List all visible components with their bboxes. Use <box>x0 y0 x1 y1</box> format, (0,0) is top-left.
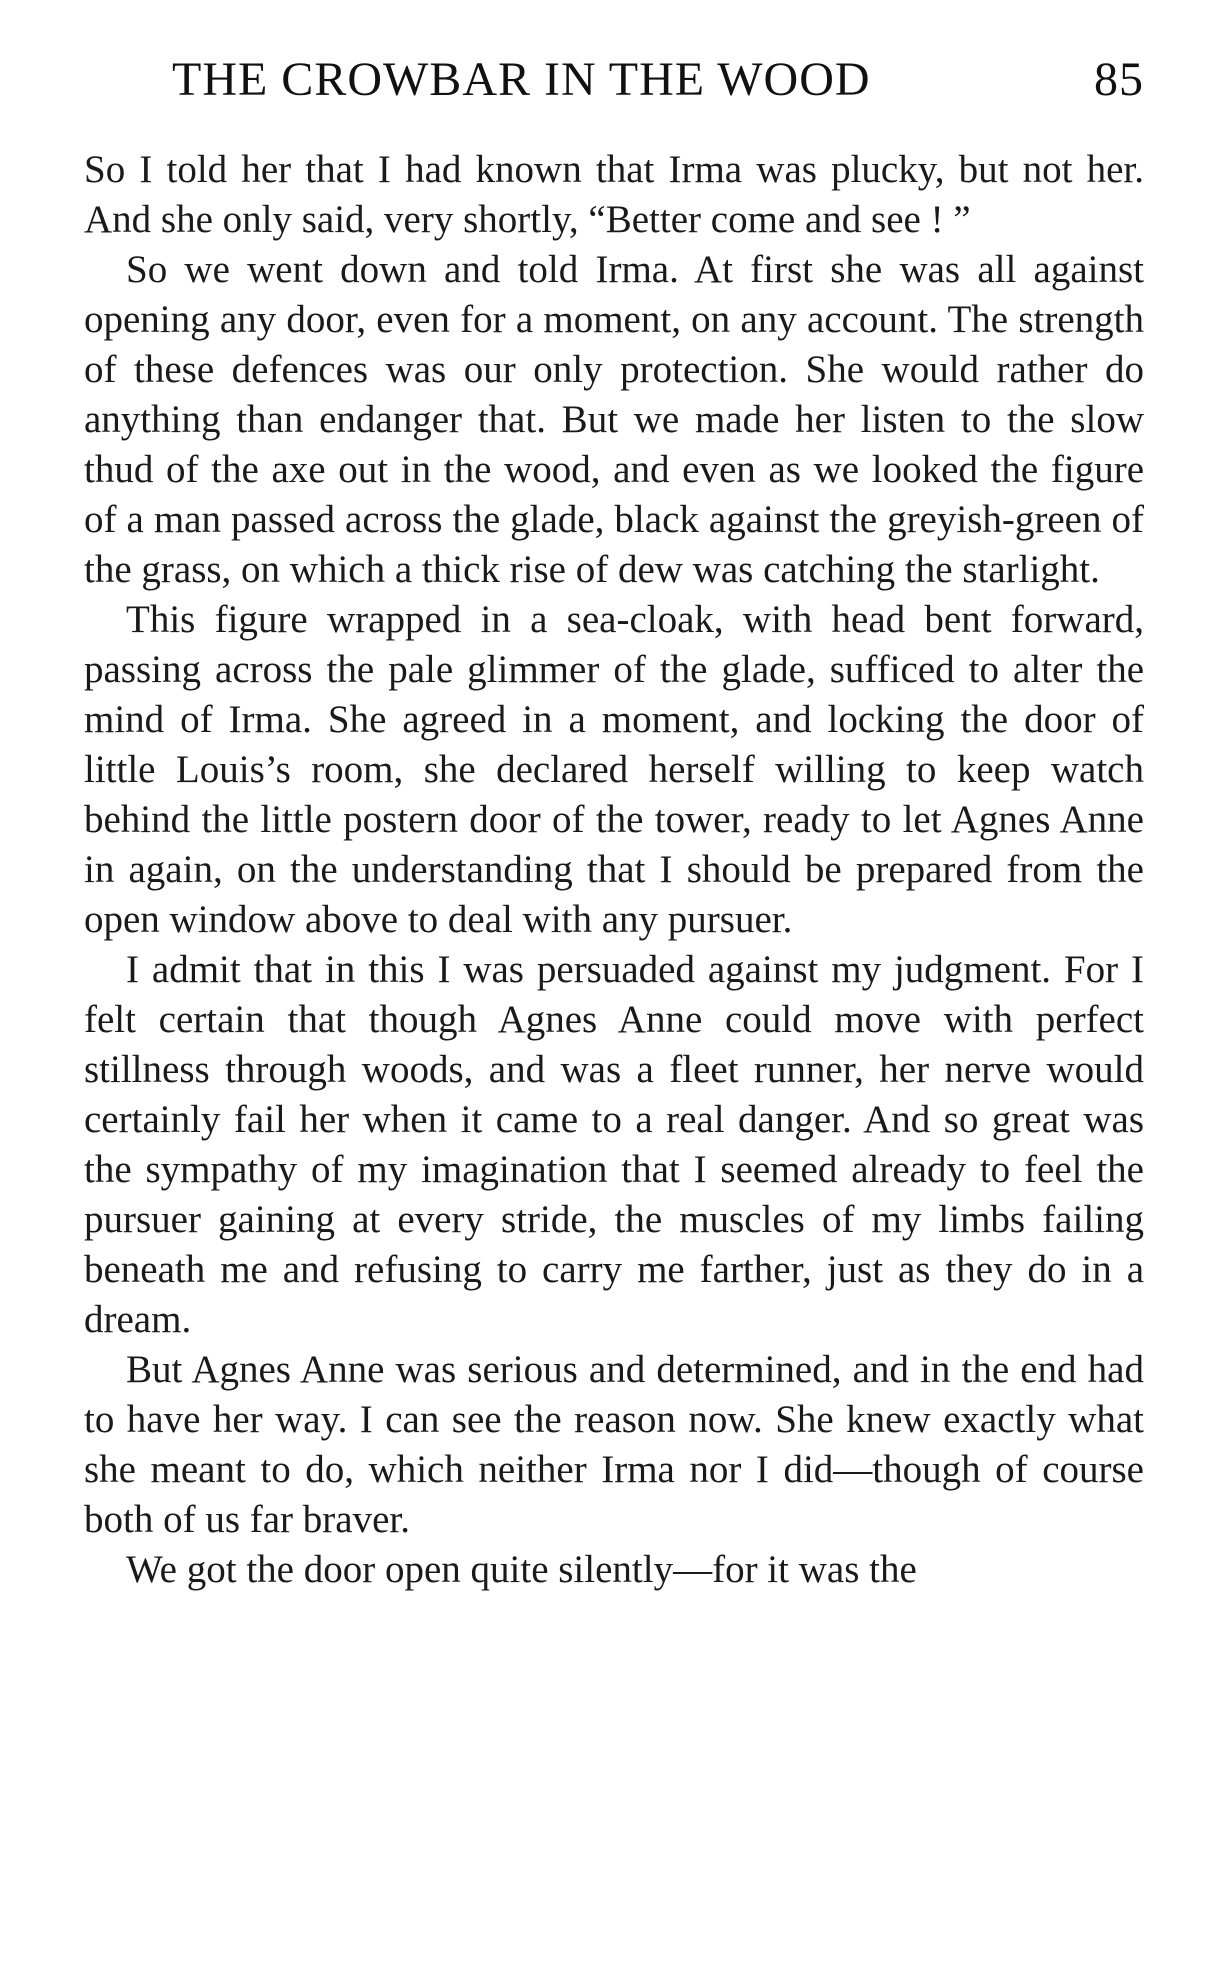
paragraph-1: So I told her that I had known that Irma was plucky, but not her. And she only said, very shortly, “Better come and see ! ” <box>84 148 1144 241</box>
paragraph-3: This figure wrapped in a sea-cloak, with head bent forward, passing across the pale glimmer of the glade, sufficed to alter the mind of Irma. She agreed in a moment, and locking the door of little Louis’s room, she declared herself willing to keep watch behind the little postern door of the tower, ready to let Agnes Anne in again, on the understanding that I should be prepared from the open window above to deal with any pursuer. <box>84 598 1144 941</box>
page-number: 85 <box>1094 53 1144 106</box>
chapter-title: THE CROWBAR IN THE WOOD <box>172 53 871 106</box>
paragraph-5: But Agnes Anne was serious and determined, and in the end had to have her way. I can see the reason now. She knew exactly what she meant to do, which neither Irma nor I did—though of course both of us far braver. <box>84 1348 1144 1541</box>
running-head <box>84 52 1144 112</box>
paragraph-6: We got the door open quite silently—for it was the <box>126 1548 917 1591</box>
body-text <box>84 145 1144 1595</box>
paragraph-2: So we went down and told Irma. At first she was all against opening any door, even for a moment, on any account. The strength of these defences was our only protection. She would rather do anything than endanger that. But we made her listen to the slow thud of the axe out in the wood, and even as we looked the figure of a man passed across the glade, black against the greyish-green of the grass, on which a thick rise of dew was catching the starlight. <box>84 248 1144 591</box>
paragraph-4: I admit that in this I was persuaded against my judgment. For I felt certain that though Agnes Anne could move with perfect stillness through woods, and was a fleet runner, her nerve would certainly fail her when it came to a real danger. And so great was the sympathy of my imagination that I seemed already to feel the pursuer gaining at every stride, the muscles of my limbs failing beneath me and refusing to carry me farther, just as they do in a dream. <box>84 948 1144 1341</box>
